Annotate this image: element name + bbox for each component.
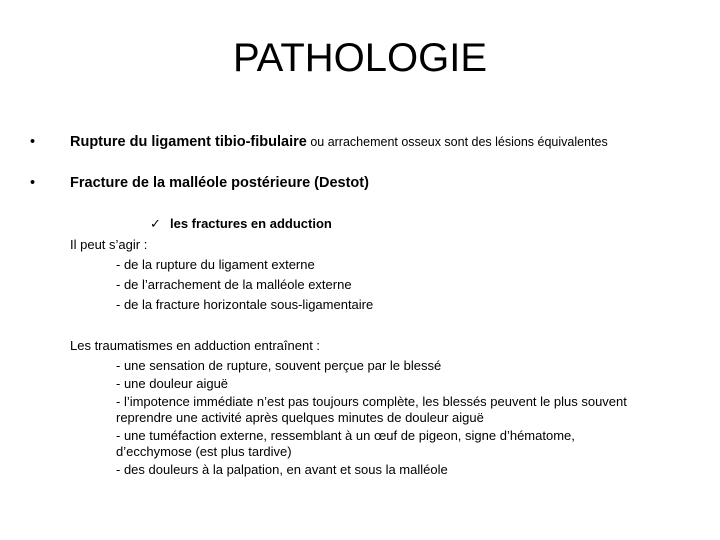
bullet-bold-text: Rupture du ligament tibio-fibulaire: [70, 134, 307, 150]
symptoms-block: [70, 336, 627, 480]
list-item: [70, 428, 627, 460]
check-item-text: les fractures en adduction: [170, 216, 332, 231]
bullet-item-rupture: [30, 133, 608, 151]
list-item-line: d’ecchymose (est plus tardive): [116, 444, 292, 459]
list-item: [70, 394, 627, 426]
bullet-bold-text: Fracture de la malléole postérieure (Destot): [70, 175, 369, 191]
list-item-line: - une tuméfaction externe, ressemblant à un œuf de pigeon, signe d’hématome,: [116, 428, 575, 443]
symptoms-intro: Les traumatismes en adduction entraînent :: [70, 338, 321, 353]
list-item: - de l’arrachement de la malléole externe: [116, 277, 352, 292]
list-item: [70, 462, 627, 478]
cases-intro: Il peut s’agir :: [70, 237, 148, 252]
list-item: - de la fracture horizontale sous-ligamentaire: [116, 297, 374, 312]
list-item: - de la rupture du ligament externe: [116, 257, 315, 272]
list-item-line: reprendre une activité après quelques minutes de douleur aiguë: [116, 410, 484, 425]
checkmark-icon: ✓: [150, 216, 161, 231]
list-item-line: - une douleur aiguë: [116, 376, 229, 391]
bullet-marker: •: [30, 134, 36, 150]
list-item: [70, 376, 627, 392]
list-item: [70, 358, 627, 374]
cases-block: [70, 235, 373, 315]
page-title: PATHOLOGIE: [232, 36, 488, 80]
list-item-line: - une sensation de rupture, souvent perçue par le blessé: [116, 358, 442, 373]
list-item-line: - l’impotence immédiate n’est pas toujours complète, les blessés peuvent le plus souvent: [116, 394, 627, 409]
list-item-line: - des douleurs à la palpation, en avant et sous la malléole: [116, 462, 448, 477]
bullet-item-fracture: [30, 174, 369, 192]
bullet-marker: •: [30, 175, 36, 191]
check-item: [150, 215, 332, 232]
bullet-rest-text: ou arrachement osseux sont des lésions équivalentes: [306, 135, 608, 149]
